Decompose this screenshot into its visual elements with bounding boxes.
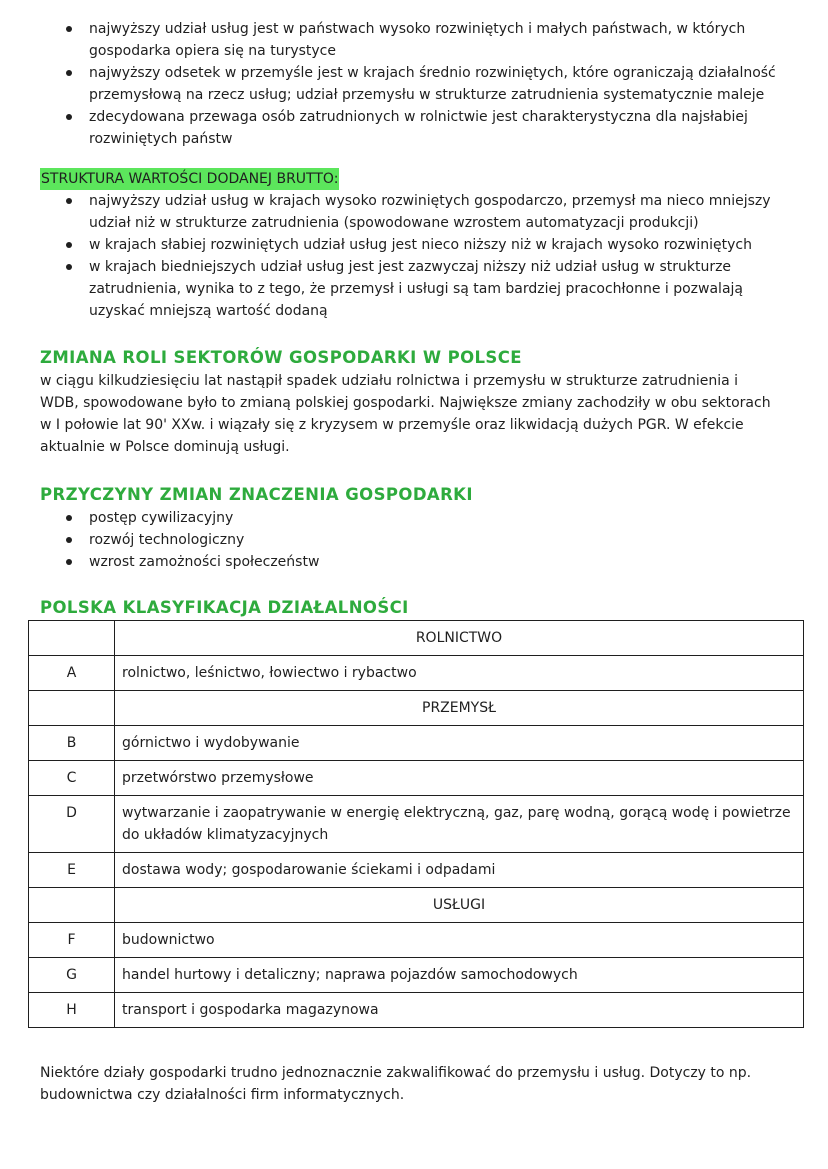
label-cell: transport i gospodarka magazynowa (115, 993, 804, 1028)
table-row (29, 656, 804, 691)
label-cell: handel hurtowy i detaliczny; naprawa pojazdów samochodowych (115, 958, 804, 993)
section-cell: USŁUGI (115, 888, 804, 923)
table-row (29, 621, 804, 656)
document-page (40, 18, 791, 1106)
label-cell: górnictwo i wydobywanie (115, 726, 804, 761)
section-cell: ROLNICTWO (115, 621, 804, 656)
list-item: wzrost zamożności społeczeństw (40, 551, 780, 573)
classification-table (28, 620, 804, 1028)
code-cell: F (29, 923, 115, 958)
table-row (29, 691, 804, 726)
code-cell: D (29, 796, 115, 853)
code-cell: H (29, 993, 115, 1028)
table-row (29, 993, 804, 1028)
code-cell: A (29, 656, 115, 691)
table-row (29, 761, 804, 796)
label-cell: dostawa wody; gospodarowanie ściekami i odpadami (115, 853, 804, 888)
klasyfikacja-heading: POLSKA KLASYFIKACJA DZIAŁALNOŚCI (40, 598, 409, 617)
wdb-bullet-list (40, 190, 780, 322)
list-item: najwyższy udział usług w krajach wysoko rozwiniętych gospodarczo, przemysł ma nieco mniejszy udział niż w strukturze zatrudnienia (spowodowane wzrostem automatyzacji produkcji) (40, 190, 780, 234)
footer-paragraph: Niektóre działy gospodarki trudno jednoznacznie zakwalifikować do przemysłu i usług. Dotyczy to np. budownictwa czy działalności firm informatycznych. (40, 1065, 752, 1103)
list-item: najwyższy odsetek w przemyśle jest w krajach średnio rozwiniętych, które ograniczają działalność przemysłową na rzecz usług; udział przemysłu w strukturze zatrudnienia systematycznie maleje (40, 62, 780, 106)
zmiana-heading: ZMIANA ROLI SEKTORÓW GOSPODARKI W POLSCE (40, 348, 522, 367)
list-item: zdecydowana przewaga osób zatrudnionych w rolnictwie jest charakterystyczna dla najsłabiej rozwiniętych państw (40, 106, 780, 150)
list-item: w krajach słabiej rozwiniętych udział usług jest nieco niższy niż w krajach wysoko rozwiniętych (40, 234, 780, 256)
table-row (29, 796, 804, 853)
list-item: najwyższy udział usług jest w państwach wysoko rozwiniętych i małych państwach, w których gospodarka opiera się na turystyce (40, 18, 780, 62)
table-row (29, 726, 804, 761)
list-item: postęp cywilizacyjny (40, 507, 780, 529)
code-cell: E (29, 853, 115, 888)
wdb-heading: STRUKTURA WARTOŚCI DODANEJ BRUTTO: (40, 168, 339, 190)
table-row (29, 923, 804, 958)
przyczyny-bullet-list (40, 507, 780, 573)
list-item: rozwój technologiczny (40, 529, 780, 551)
code-cell: C (29, 761, 115, 796)
label-cell: budownictwo (115, 923, 804, 958)
code-cell: B (29, 726, 115, 761)
table-row (29, 888, 804, 923)
table-row (29, 853, 804, 888)
list-item: w krajach biedniejszych udział usług jest jest zazwyczaj niższy niż udział usług w strukturze zatrudnienia, wynika to z tego, że przemysł i usługi są tam bardziej pracochłonne i pozwalają uzyskać mniejszą wartość dodaną (40, 256, 780, 322)
zmiana-paragraph: w ciągu kilkudziesięciu lat nastąpił spadek udziału rolnictwa i przemysłu w strukturze zatrudnienia i WDB, spowodowane było to zmianą polskiej gospodarki. Największe zmiany zachodziły w obu sektorach w I połowie lat 90' XXw. i wiązały się z kryzysem w przemyśle oraz likwidacją dużych PGR. W efekcie aktualnie w Polsce dominują usługi. (40, 373, 771, 455)
table-row (29, 958, 804, 993)
przyczyny-heading: PRZYCZYNY ZMIAN ZNACZENIA GOSPODARKI (40, 485, 473, 504)
code-cell: G (29, 958, 115, 993)
intro-bullet-list (40, 18, 780, 150)
section-cell: PRZEMYSŁ (115, 691, 804, 726)
label-cell: wytwarzanie i zaopatrywanie w energię elektryczną, gaz, parę wodną, gorącą wodę i powietrze do układów klimatyzacyjnych (115, 796, 804, 853)
label-cell: przetwórstwo przemysłowe (115, 761, 804, 796)
label-cell: rolnictwo, leśnictwo, łowiectwo i rybactwo (115, 656, 804, 691)
